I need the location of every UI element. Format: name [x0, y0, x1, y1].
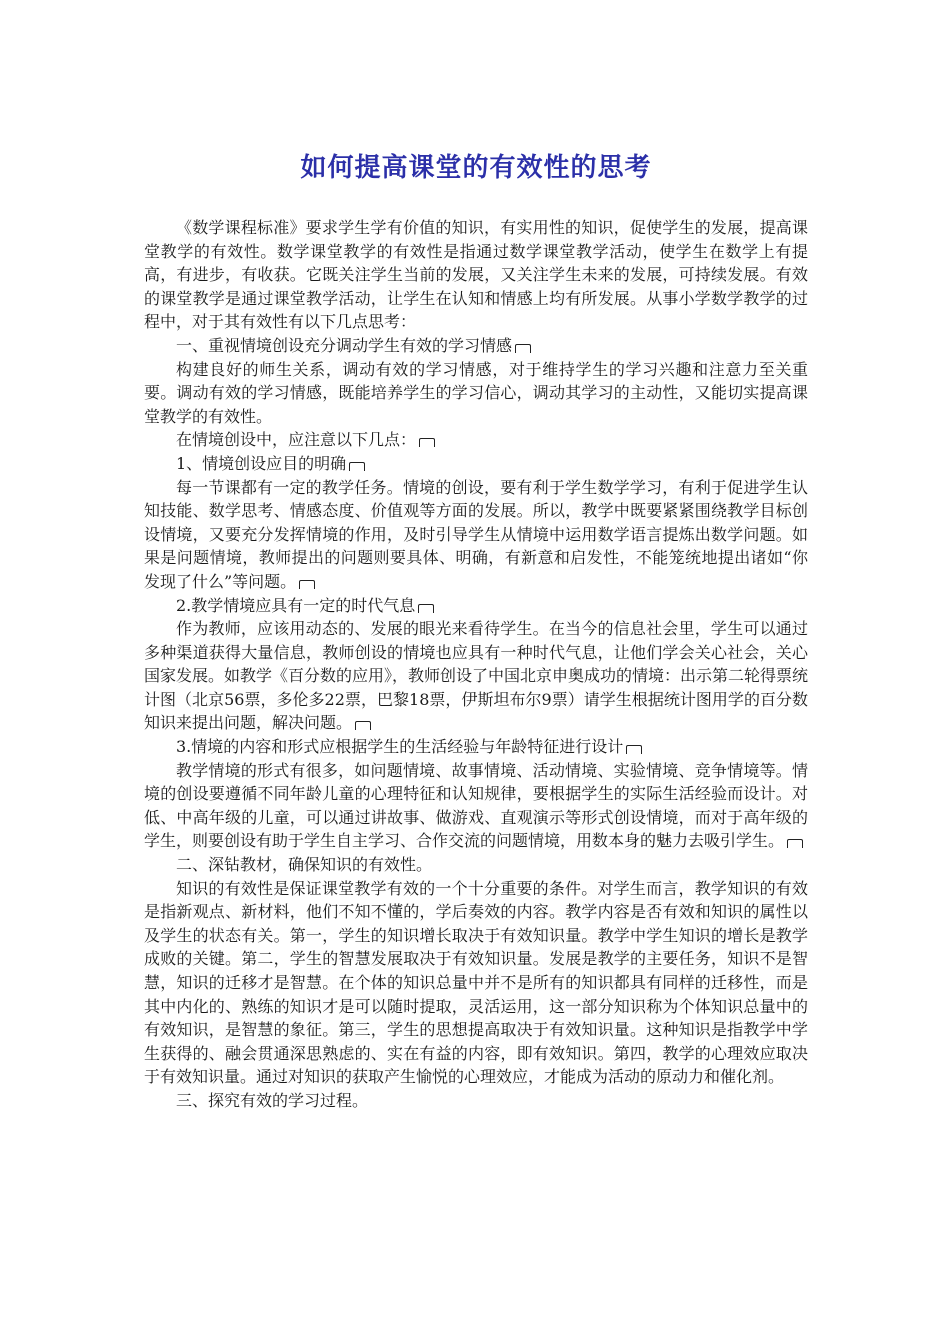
subsection-heading-1	[144, 452, 808, 476]
paragraph-mark-icon	[349, 462, 365, 471]
body-paragraph	[144, 877, 808, 1089]
subsection-heading-3	[144, 735, 808, 759]
paragraph-mark-icon	[515, 344, 531, 353]
body-paragraph	[144, 428, 808, 452]
paragraph-text: 教学情境的形式有很多，如问题情境、故事情境、活动情境、实验情境、竞争情境等。情境的创设要遵循不同年龄儿童的心理特征和认知规律，要根据学生的实际生活经验而设计。对低、中高年级的儿童，可以通过讲故事、做游戏、直观演示等形式创设情境，而对于高年级的学生，则要创设有助于学生自主学习、合作交流的问题情境，用数本身的魅力去吸引学生。	[144, 760, 808, 851]
paragraph-mark-icon	[787, 839, 803, 848]
section-heading-2	[144, 853, 808, 877]
paragraph-mark-icon	[299, 580, 315, 589]
document-body	[144, 216, 808, 1113]
section-heading-1	[144, 334, 808, 358]
heading-text: 三、探究有效的学习过程。	[176, 1090, 369, 1110]
section-heading-3	[144, 1089, 808, 1113]
body-paragraph	[144, 358, 808, 429]
heading-text: 一、重视情境创设充分调动学生有效的学习情感	[176, 335, 513, 355]
paragraph-mark-icon	[419, 438, 435, 447]
paragraph-text: 《数学课程标准》要求学生学有价值的知识，有实用性的知识，促使学生的发展，提高课堂教学的有效性。数学课堂教学的有效性是指通过数学课堂教学活动，使学生在数学上有提高，有进步，有收获。它既关注学生当前的发展，又关注学生未来的发展，可持续发展。有效的课堂教学是通过课堂教学活动，让学生在认知和情感上均有所发展。从事小学数学教学的过程中，对于其有效性有以下几点思考：	[144, 218, 808, 332]
paragraph-text: 知识的有效性是保证课堂教学有效的一个十分重要的条件。对学生而言，教学知识的有效是指新观点、新材料，他们不知不懂的，学后奏效的内容。教学内容是否有效和知识的属性以及学生的状态有关。第一，学生的知识增长取决于有效知识量。教学中学生知识的增长是教学成败的关键。第二，学生的智慧发展取决于有效知识量。发展是教学的主要任务，知识不是智慧，知识的迁移才是智慧。在个体的知识总量中并不是所有的知识都具有同样的迁移性，而是其中内化的、熟练的知识才是可以随时提取，灵活运用，这一部分知识称为个体知识总量中的有效知识，是智慧的象征。第三，学生的思想提高取决于有效知识量。这种知识是指教学中学生获得的、融会贯通深思熟虑的、实在有益的内容，即有效知识。第四，教学的心理效应取决于有效知识量。通过对知识的获取产生愉悦的心理效应，才能成为活动的原动力和催化剂。	[144, 878, 808, 1087]
body-paragraph	[144, 476, 808, 594]
heading-text: 1、情境创设应目的明确	[176, 453, 347, 473]
document-title: 如何提高课堂的有效性的思考	[300, 153, 652, 183]
paragraph-mark-icon	[626, 745, 642, 754]
paragraph-text: 构建良好的师生关系，调动有效的学习情感，对于维持学生的学习兴趣和注意力至关重要。调动有效的学习情感，既能培养学生的学习信心，调动其学习的主动性，又能切实提高课堂教学的有效性。	[144, 359, 808, 426]
intro-paragraph	[144, 216, 808, 334]
subsection-heading-2	[144, 594, 808, 618]
heading-text: 二、深钻教材，确保知识的有效性。	[176, 855, 433, 875]
document-page	[144, 150, 808, 1113]
paragraph-text: 每一节课都有一定的教学任务。情境的创设，要有利于学生数学学习，有利于促进学生认知技能、数学思考、情感态度、价值观等方面的发展。所以，教学中既要紧紧围绕教学目标创设情境，又要充分发挥情境的作用，及时引导学生从情境中运用数学语言提炼出数学问题。如果是问题情境，教师提出的问题则要具体、明确，有新意和启发性，不能笼统地提出诸如“你发现了什么”等问题。	[144, 477, 808, 591]
paragraph-text: 作为教师，应该用动态的、发展的眼光来看待学生。在当今的信息社会里，学生可以通过多种渠道获得大量信息，教师创设的情境也应具有一种时代气息，让他们学会关心社会，关心国家发展。如教学《百分数的应用》，教师创设了中国北京申奥成功的情境：出示第二轮得票统计图（北京56票，多伦多22票，巴黎18票，伊斯坦布尔9票）请学生根据统计图用学的百分数知识来提出问题，解决问题。	[144, 619, 809, 733]
paragraph-mark-icon	[418, 604, 434, 613]
body-paragraph	[144, 617, 808, 735]
body-paragraph	[144, 759, 808, 853]
heading-text: 3.情境的内容和形式应根据学生的生活经验与年龄特征进行设计	[176, 737, 624, 757]
heading-text: 2.教学情境应具有一定的时代气息	[176, 595, 416, 615]
paragraph-mark-icon	[355, 721, 371, 730]
paragraph-text: 在情境创设中，应注意以下几点：	[176, 430, 417, 450]
